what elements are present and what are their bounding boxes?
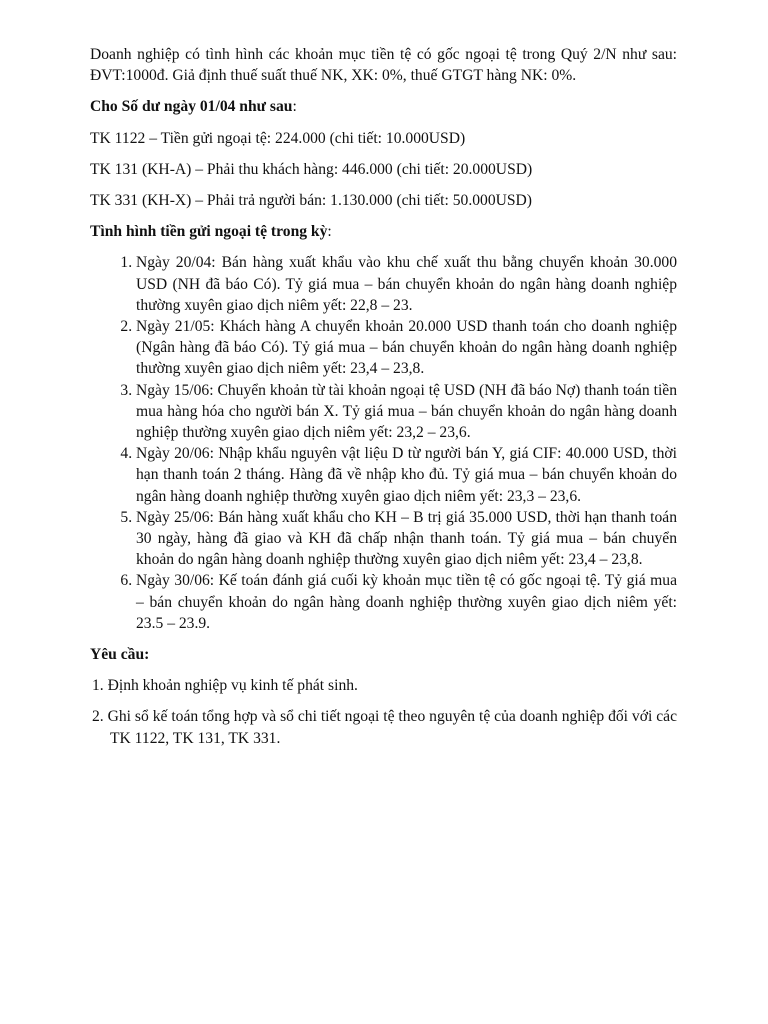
requirement-item: 2. Ghi sổ kế toán tổng hợp và sổ chi tiết ngoại tệ theo nguyên tệ của doanh nghiệp đối với các TK 1122, TK 131, TK 331.	[92, 708, 677, 747]
period-heading-text: Tình hình tiền gửi ngoại tệ trong kỳ	[90, 223, 328, 241]
intro-paragraph: Doanh nghiệp có tình hình các khoản mục tiền tệ có gốc ngoại tệ trong Quý 2/N như sau: ĐVT:1000đ. Giả định thuế suất thuế NK, XK: 0%, thuế GTGT hàng NK: 0%.	[90, 46, 677, 85]
transaction-item: 1. Ngày 20/04: Bán hàng xuất khẩu vào khu chế xuất thu bằng chuyển khoản 30.000 USD (NH đã báo Có). Tỷ giá mua – bán chuyển khoản do ngân hàng doanh nghiệp thường xuyên giao dịch niêm yết: 22,8 – 23.	[136, 252, 677, 316]
transaction-item: 4. Ngày 20/06: Nhập khẩu nguyên vật liệu D từ người bán Y, giá CIF: 40.000 USD, thời hạn thanh toán 2 tháng. Hàng đã về nhập kho đủ. Tỷ giá mua – bán chuyển khoản do ngân hàng doanh nghiệp thường xuyên giao dịch niêm yết: 23,3 – 23,6.	[136, 443, 677, 507]
period-heading-colon: :	[327, 223, 332, 241]
balance-line-tk131: TK 131 (KH-A) – Phải thu khách hàng: 446.000 (chi tiết: 20.000USD)	[90, 160, 533, 178]
transaction-item: 2. Ngày 21/05: Khách hàng A chuyển khoản 20.000 USD thanh toán cho doanh nghiệp (Ngân hàng đã báo Có). Tỷ giá mua – bán chuyển khoản do ngân hàng doanh nghiệp thường xuyên giao dịch niêm yết: 23,4 – 23,8.	[136, 316, 677, 380]
balance-line-tk331: TK 331 (KH-X) – Phải trả người bán: 1.130.000 (chi tiết: 50.000USD)	[90, 192, 533, 210]
document-page	[90, 44, 677, 759]
opening-balance-heading-text: Cho Số dư ngày 01/04 như sau	[90, 98, 293, 116]
transaction-item: 5. Ngày 25/06: Bán hàng xuất khẩu cho KH – B trị giá 35.000 USD, thời hạn thanh toán 30 ngày, hàng đã giao và KH đã chấp nhận thanh toán. Tỷ giá mua – bán chuyển khoản do ngân hàng doanh nghiệp thường xuyên giao dịch niêm yết: 23,4 – 23,8.	[136, 507, 677, 571]
requirements-heading: Yêu cầu:	[90, 646, 150, 664]
period-heading	[90, 221, 677, 242]
transaction-item: 6. Ngày 30/06: Kế toán đánh giá cuối kỳ khoản mục tiền tệ có gốc ngoại tệ. Tỷ giá mua – bán chuyển khoản do ngân hàng doanh nghiệp thường xuyên giao dịch niêm yết: 23.5 – 23.9.	[136, 570, 677, 634]
opening-balance-heading	[90, 96, 677, 117]
opening-balance-heading-colon: :	[292, 98, 297, 116]
requirement-item: 1. Định khoản nghiệp vụ kinh tế phát sinh.	[92, 677, 358, 695]
transaction-list	[90, 252, 677, 634]
balance-line-tk1122: TK 1122 – Tiền gửi ngoại tệ: 224.000 (chi tiết: 10.000USD)	[90, 129, 466, 147]
transaction-item: 3. Ngày 15/06: Chuyển khoản từ tài khoản ngoại tệ USD (NH đã báo Nợ) thanh toán tiền mua hàng hóa cho người bán X. Tỷ giá mua – bán chuyển khoản do ngân hàng doanh nghiệp thường xuyên giao dịch niêm yết: 23,2 – 23,6.	[136, 380, 677, 444]
